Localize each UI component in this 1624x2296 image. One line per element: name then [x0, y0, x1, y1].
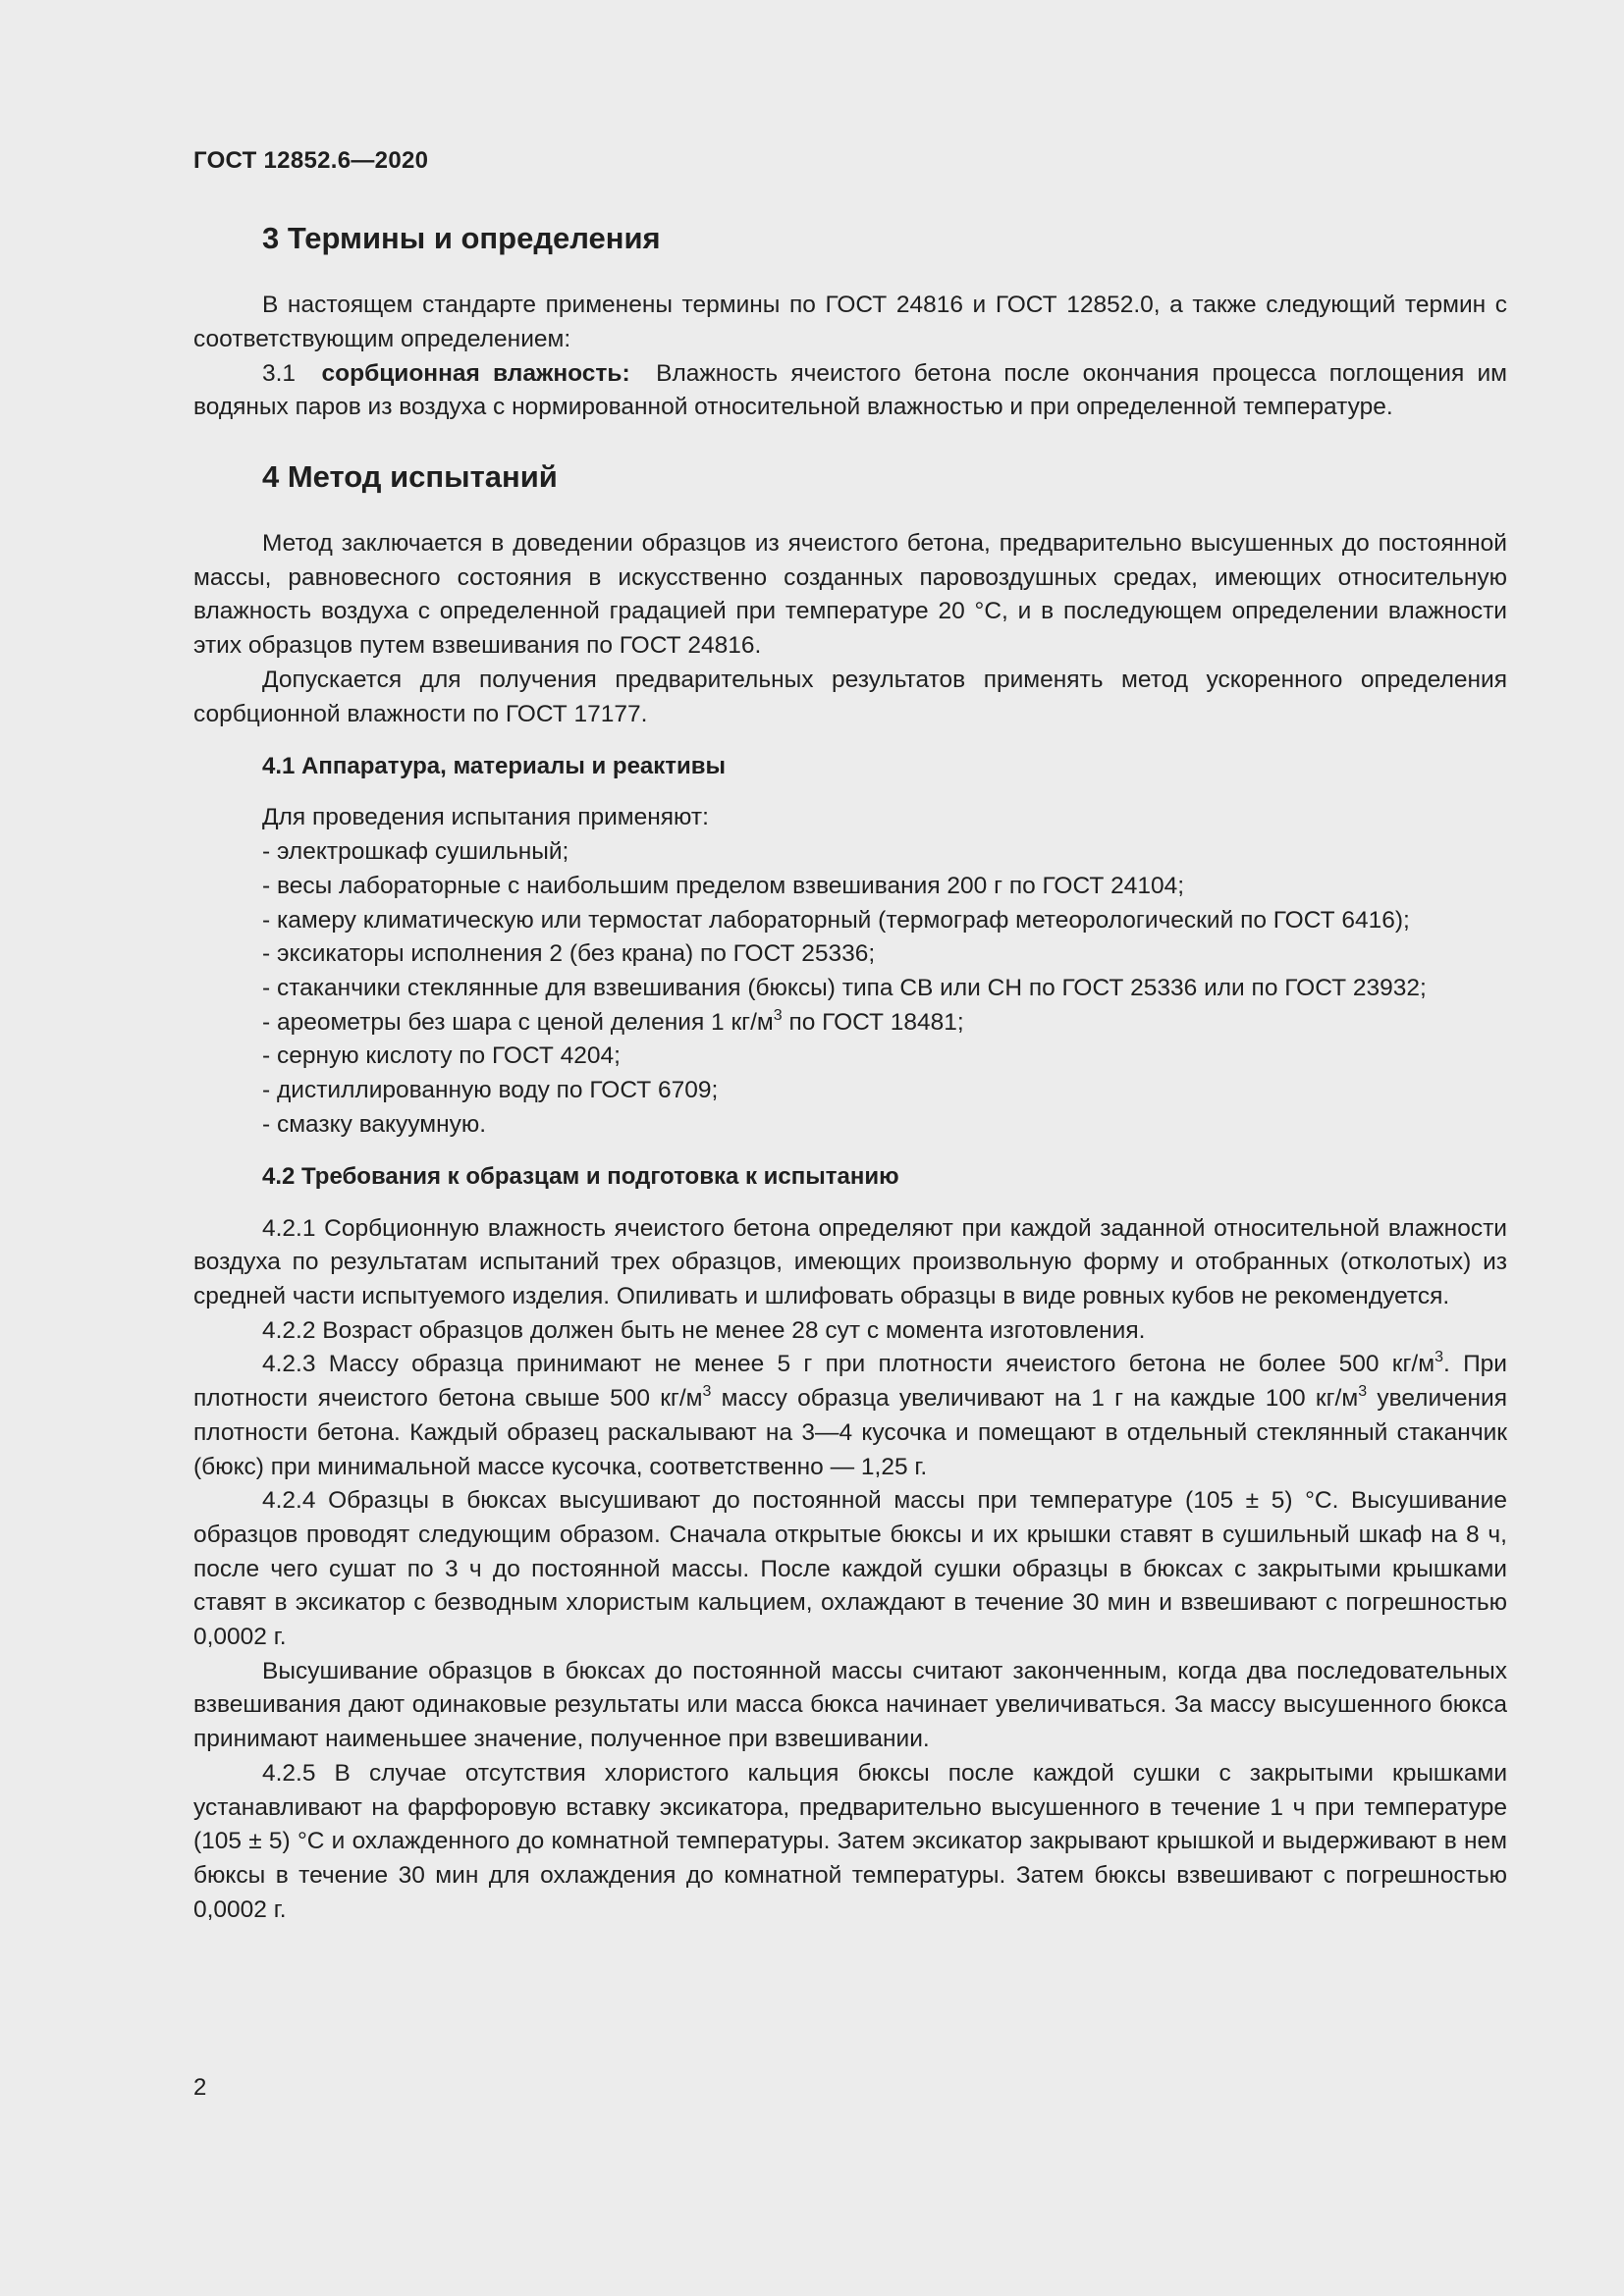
list-item: - электрошкаф сушильный;	[262, 838, 569, 866]
clause-4-2-4-continued: Высушивание образцов в бюксах до постоянной массы считают законченным, когда два последовательных взвешивания дают одинаковые результаты или масса бюкса начинает увеличиваться. За массу высушенного бюкса принимают наименьшее значение, полученное при взвешивании.	[193, 1657, 1507, 1753]
clause-4-2-2: 4.2.2 Возраст образцов должен быть не менее 28 сут с момента изготовления.	[262, 1316, 1146, 1344]
clause-text: увеличения плотности бетона. Каждый образец раскалывают на 3—4 кусочка и помещают в отдельный стеклянный стаканчик (бюкс) при минимальной массе кусочка, соответственно — 1,25 г.	[193, 1385, 1507, 1480]
section-4-paragraph-1: Метод заключается в доведении образцов из ячеистого бетона, предварительно высушенных до постоянной массы, равновесного состояния в искусственно созданных паровоздушных средах, имеющих относительную влажность воздуха с определенной градацией при температуре 20 °С, и в последующем определении влажности этих образцов путем взвешивания по ГОСТ 24816.	[193, 530, 1507, 660]
clause-4-2-3	[193, 1348, 1507, 1484]
section-4-title: 4 Метод испытаний	[262, 458, 558, 494]
section-3-intro: В настоящем стандарте применены термины по ГОСТ 24816 и ГОСТ 12852.0, а также следующий термин с соответствующим определением:	[193, 292, 1507, 352]
superscript: 3	[1435, 1349, 1443, 1366]
list-item-text: - ареометры без шара с ценой деления 1 кг/м	[262, 1008, 774, 1036]
list-item: - серную кислоту по ГОСТ 4204;	[262, 1042, 621, 1070]
section-4-1-title: 4.1 Аппаратура, материалы и реактивы	[262, 753, 727, 780]
list-item	[193, 1006, 1507, 1041]
clause-text: 4.2.3 Массу образца принимают не менее 5 г при плотности ячеистого бетона не более 500 кг/м	[262, 1351, 1435, 1378]
term-definition-paragraph	[193, 357, 1507, 425]
list-item: - стаканчики стеклянные для взвешивания (бюксы) типа СВ или СН по ГОСТ 25336 или по ГОСТ 23932;	[262, 974, 1427, 1001]
document-header: ГОСТ 12852.6—2020	[193, 147, 429, 174]
list-item: - весы лабораторные с наибольшим пределом взвешивания 200 г по ГОСТ 24104;	[262, 872, 1185, 899]
clause-text: массу образца увеличивают на 1 г на каждые 100 кг/м	[711, 1385, 1359, 1413]
list-item: - смазку вакуумную.	[262, 1110, 487, 1138]
section-3-title: 3 Термины и определения	[262, 221, 661, 255]
superscript: 3	[702, 1383, 712, 1401]
section-4-1-intro: Для проведения испытания применяют:	[262, 804, 709, 831]
list-item: - дистиллированную воду по ГОСТ 6709;	[262, 1077, 719, 1104]
clause-4-2-1: 4.2.1 Сорбционную влажность ячеистого бетона определяют при каждой заданной относительной влажности воздуха по результатам испытаний трех образцов, имеющих произвольную форму и отобранных (отколотых) из средней части испытуемого изделия. Опиливать и шлифовать образцы в виде ровных кубов не рекомендуется.	[193, 1214, 1507, 1310]
term-number: 3.1	[262, 359, 297, 387]
document-page	[193, 147, 1507, 1927]
clause-text: . При плотности ячеистого бетона свыше 500 кг/м	[193, 1351, 1507, 1413]
list-item: - камеру климатическую или термостат лабораторный (термограф метеорологический по ГОСТ 6416);	[262, 906, 1410, 934]
clause-4-2-4: 4.2.4 Образцы в бюксах высушивают до постоянной массы при температуре (105 ± 5) °С. Высушивание образцов проводят следующим образом. Сначала открытые бюксы и их крышки ставят в сушильный шкаф на 8 ч, после чего сушат по 3 ч до постоянной массы. После каждой сушки образцы в бюксах с закрытыми крышками ставят в эксикатор с безводным хлористым кальцием, охлаждают в течение 30 мин и взвешивают с погрешностью 0,0002 г.	[193, 1487, 1507, 1651]
list-item-text: по ГОСТ 18481;	[782, 1008, 964, 1036]
section-4-paragraph-2: Допускается для получения предварительных результатов применять метод ускоренного определения сорбционной влажности по ГОСТ 17177.	[193, 666, 1507, 727]
clause-4-2-5: 4.2.5 В случае отсутствия хлористого кальция бюксы после каждой сушки с закрытыми крышками устанавливают на фарфоровую вставку эксикатора, предварительно высушенного в течение 1 ч при температуре (105 ± 5) °С и охлажденного до комнатной температуры. Затем эксикатор закрывают крышкой и выдерживают в нем бюксы в течение 30 мин для охлаждения до комнатной температуры. Затем бюксы взвешивают с погрешностью 0,0002 г.	[193, 1759, 1507, 1923]
page-number: 2	[193, 2074, 207, 2101]
term-name: сорбционная влажность:	[321, 359, 630, 387]
term-definition: Влажность ячеистого бетона после окончания процесса поглощения им водяных паров из воздуха с нормированной относительной влажностью и при определенной температуре.	[193, 359, 1507, 421]
section-4-2-title: 4.2 Требования к образцам и подготовка к испытанию	[262, 1163, 899, 1191]
superscript: 3	[773, 1006, 783, 1024]
superscript: 3	[1358, 1383, 1368, 1401]
list-item: - эксикаторы исполнения 2 (без крана) по ГОСТ 25336;	[262, 940, 876, 968]
